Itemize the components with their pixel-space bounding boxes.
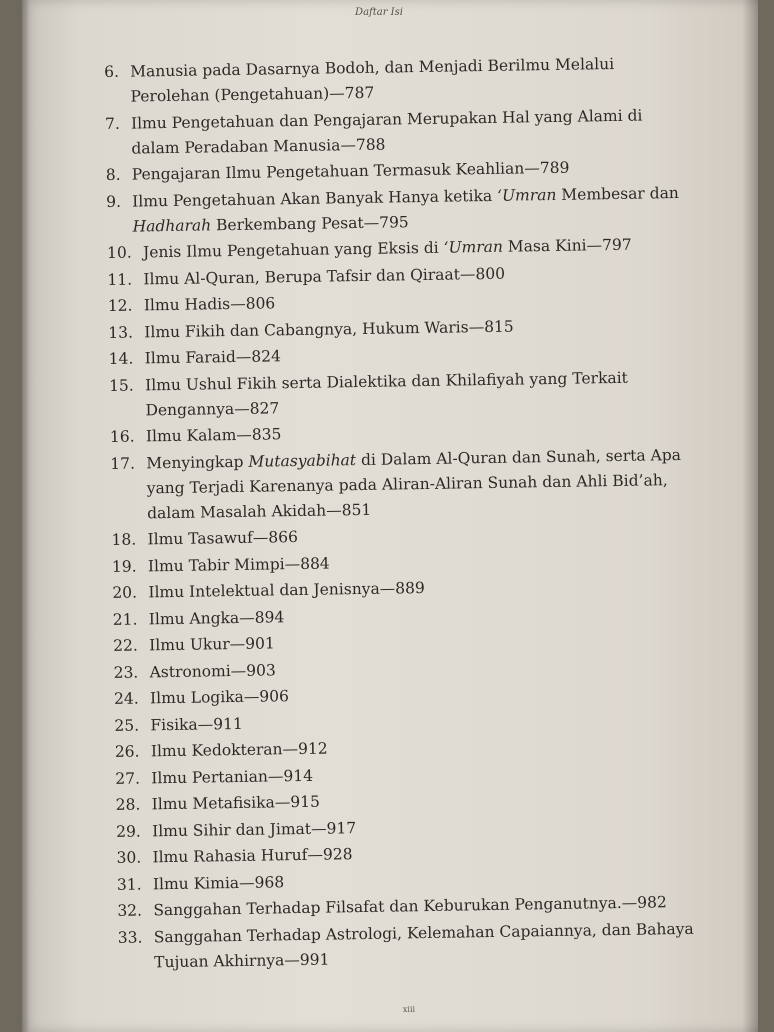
toc-entry-number: 31. bbox=[116, 875, 142, 894]
toc-entry-number: 9. bbox=[106, 192, 122, 211]
toc-entry-title-italic-term: Mutasyabihat bbox=[248, 450, 357, 471]
toc-entry-title: Ilmu Faraid—824 bbox=[144, 347, 282, 368]
toc-entry-title: Fisika—911 bbox=[150, 714, 243, 734]
toc-entry-number: 21. bbox=[112, 610, 138, 629]
toc-entry-number: 24. bbox=[113, 689, 139, 708]
toc-entry-title: Sanggahan Terhadap Astrologi, Kelemahan Capaiannya, dan Bahaya Tujuan Akhirnya—991 bbox=[153, 919, 694, 971]
toc-entry-number: 32. bbox=[117, 901, 143, 920]
toc-entry-number: 22. bbox=[113, 636, 138, 655]
toc-entry-number: 23. bbox=[113, 663, 139, 682]
toc-entry-title: Ilmu Ukur—901 bbox=[149, 634, 275, 655]
toc-entry-title bbox=[132, 180, 693, 239]
toc-entry-title-italic-term: ‘Umran bbox=[496, 185, 557, 205]
toc-entry bbox=[105, 102, 706, 161]
toc-entry-number: 30. bbox=[116, 848, 142, 867]
toc-entry-number: 15. bbox=[108, 376, 134, 395]
toc-entry bbox=[118, 916, 719, 975]
toc-entry-title: Ilmu Kimia—968 bbox=[152, 872, 285, 893]
toc-entry-number: 18. bbox=[111, 530, 137, 549]
page-gutter-shadow bbox=[22, 0, 30, 1032]
toc-entry-title: Manusia pada Dasarnya Bodoh, dan Menjadi Berilmu Melalui Perolehan (Pengetahuan)—787 bbox=[130, 54, 615, 106]
toc-entry-title-italic-term: Hadharah bbox=[132, 215, 212, 236]
toc-entry-number: 25. bbox=[114, 716, 140, 735]
toc-entry-title: Ilmu Rahasia Huruf—928 bbox=[152, 845, 353, 867]
toc-entry-title bbox=[146, 442, 707, 526]
toc-entry bbox=[106, 180, 707, 239]
toc-entry-number: 11. bbox=[107, 270, 133, 289]
toc-entry bbox=[104, 51, 705, 110]
toc-entry-title-segment: Ilmu Pengetahuan Akan Banyak Hanya ketika bbox=[132, 186, 498, 211]
toc-entry-title-segment: Berkembang Pesat—795 bbox=[211, 212, 409, 234]
toc-entry-title: Ilmu Pengetahuan dan Pengajaran Merupakan Hal yang Alami di dalam Peradaban Manusia—788 bbox=[130, 106, 643, 158]
toc-entry-title: Pengajaran Ilmu Pengetahuan Termasuk Keahlian—789 bbox=[131, 158, 570, 184]
toc-entry-title: Ilmu Sihir dan Jimat—917 bbox=[151, 818, 357, 840]
toc-entry-title: Ilmu Kalam—835 bbox=[145, 425, 282, 446]
toc-entry-number: 16. bbox=[109, 427, 135, 446]
toc-entry-title: Ilmu Fikih dan Cabangnya, Hukum Waris—815 bbox=[144, 317, 514, 341]
table-of-contents-list bbox=[104, 51, 718, 977]
toc-entry-title: Ilmu Pertanian—914 bbox=[151, 766, 314, 787]
toc-entry-title-segment: Membesar dan bbox=[556, 183, 679, 204]
toc-entry-title: Ilmu Al-Quran, Berupa Tafsir dan Qiraat—800 bbox=[143, 264, 506, 288]
toc-entry-number: 7. bbox=[104, 114, 120, 133]
toc-entry-title-segment: Menyingkap bbox=[146, 452, 249, 472]
toc-entry bbox=[110, 442, 711, 526]
toc-entry-number: 6. bbox=[104, 62, 120, 81]
toc-entry-title: Ilmu Metafisika—915 bbox=[151, 792, 320, 814]
toc-entry-title-italic-term: ‘Umran bbox=[443, 237, 504, 257]
toc-entry bbox=[109, 364, 710, 423]
toc-entry-title: Ilmu Logika—906 bbox=[149, 687, 290, 708]
toc-entry-number: 19. bbox=[111, 557, 137, 576]
toc-entry-title: Ilmu Kedokteran—912 bbox=[150, 739, 328, 761]
running-head: Daftar Isi bbox=[355, 7, 403, 18]
toc-entry-number: 33. bbox=[117, 928, 143, 947]
toc-entry-number: 26. bbox=[114, 742, 140, 761]
toc-entry-number: 27. bbox=[115, 769, 141, 788]
toc-entry-title: Sanggahan Terhadap Filsafat dan Keburukan Penganutnya.—982 bbox=[153, 893, 667, 920]
toc-entry-title: Ilmu Tabir Mimpi—884 bbox=[147, 554, 330, 575]
toc-entry-title: Ilmu Angka—894 bbox=[148, 607, 285, 628]
toc-entry-number: 14. bbox=[108, 349, 134, 368]
toc-entry-title: Ilmu Intelektual dan Jenisnya—889 bbox=[148, 579, 425, 602]
toc-entry-number: 8. bbox=[105, 165, 121, 184]
toc-entry-number: 29. bbox=[115, 822, 141, 841]
toc-entry-title-segment: Jenis Ilmu Pengetahuan yang Eksis di bbox=[142, 238, 444, 262]
toc-entry-title: Ilmu Ushul Fikih serta Dialektika dan Khilafiyah yang Terkait Dengannya—827 bbox=[144, 368, 628, 419]
page-number: xiii bbox=[402, 1005, 416, 1014]
toc-entry-number: 10. bbox=[106, 243, 132, 262]
toc-entry-title-segment: Masa Kini—797 bbox=[502, 235, 632, 256]
toc-entry-title: Ilmu Tasawuf—866 bbox=[147, 528, 299, 549]
toc-entry-title: Astronomi—903 bbox=[149, 660, 276, 681]
toc-entry-number: 13. bbox=[108, 323, 134, 342]
toc-entry-number: 20. bbox=[112, 583, 138, 602]
toc-entry-number: 12. bbox=[107, 296, 133, 315]
toc-entry-number: 17. bbox=[110, 454, 136, 473]
page-edge-shadow bbox=[742, 0, 758, 1032]
toc-entry-title-segment: di Dalam Al-Quran dan Sunah, serta Apa yang Terjadi Karenanya pada Aliran-Aliran Sunah dan Ahli Bid’ah, dalam Masalah Akidah—851 bbox=[146, 445, 682, 522]
toc-entry-number: 28. bbox=[115, 795, 141, 814]
toc-entry-title: Ilmu Hadis—806 bbox=[143, 294, 276, 315]
